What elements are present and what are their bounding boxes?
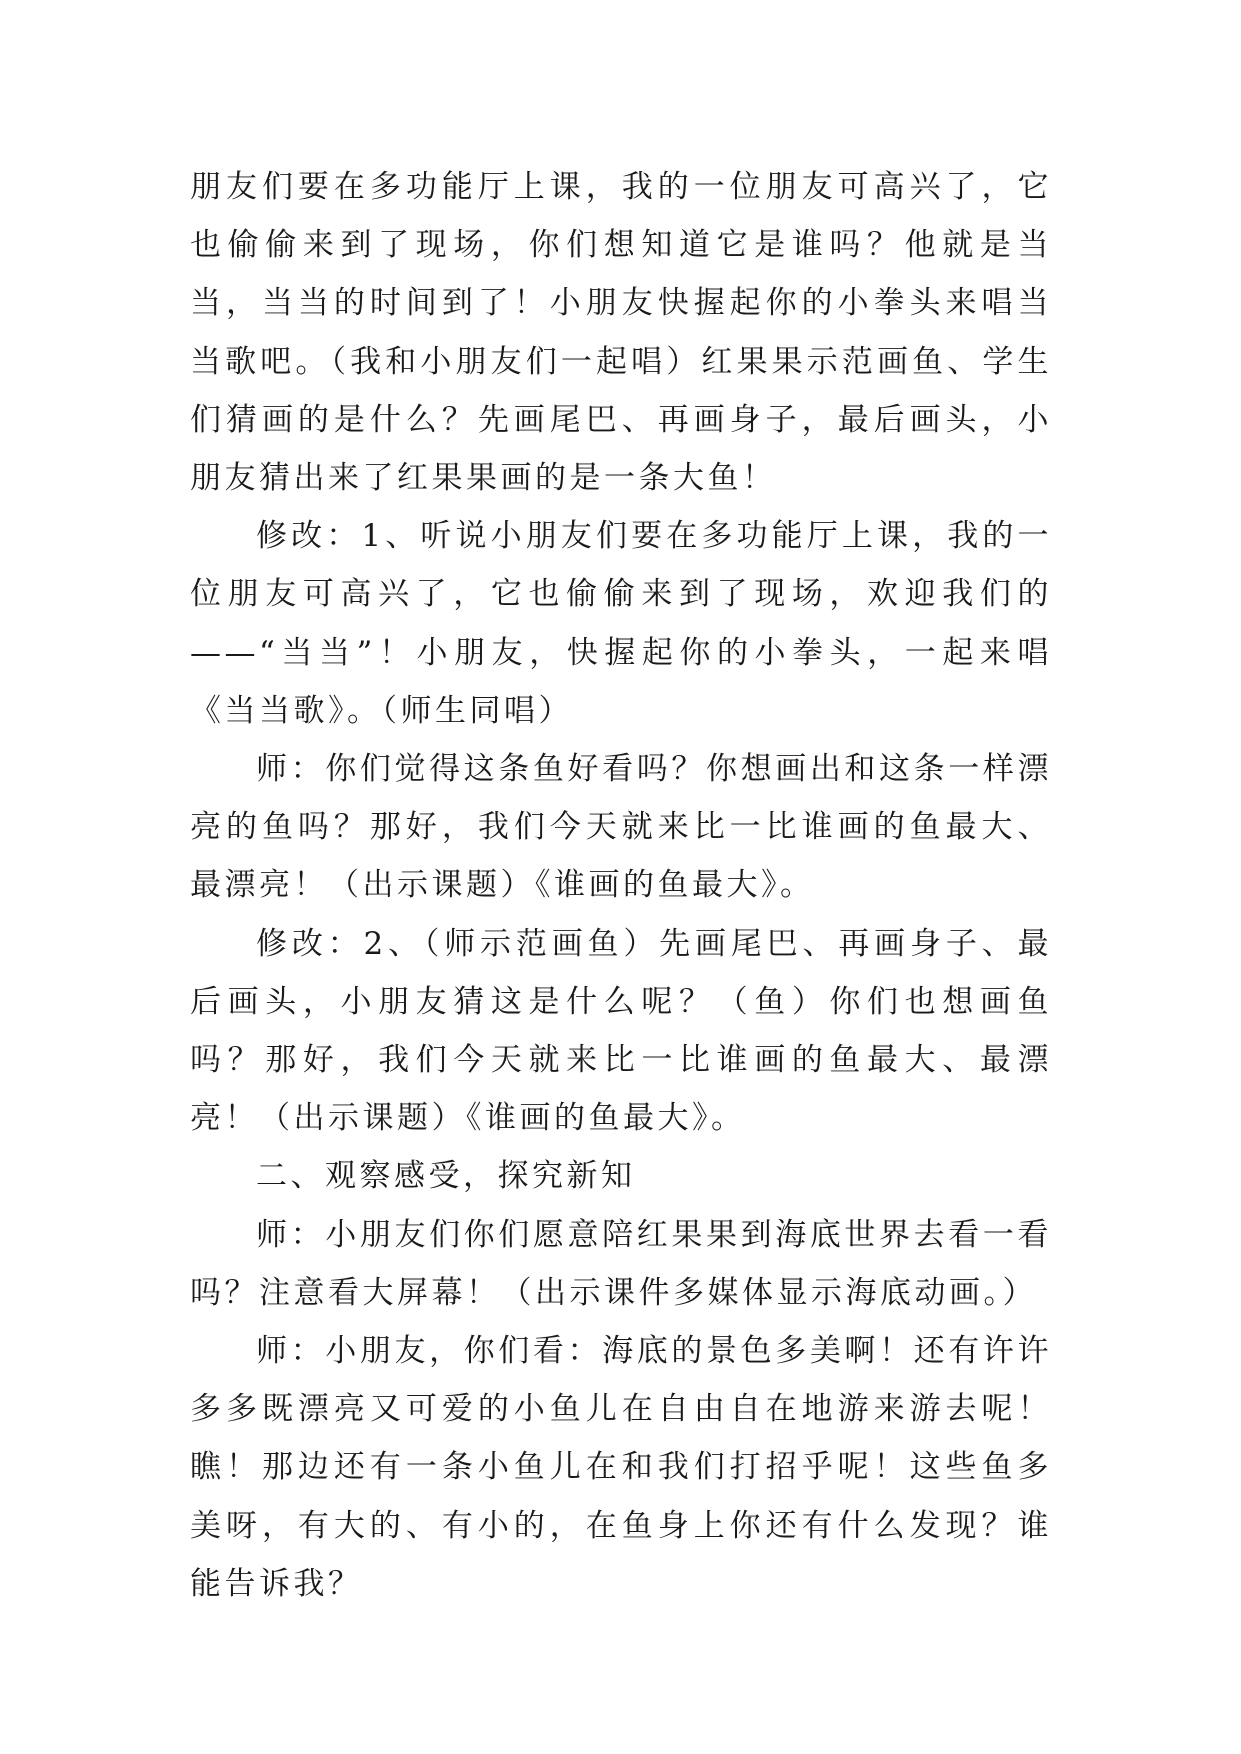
paragraph-teacher-observe: 师：小朋友，你们看：海底的景色多美啊！还有许许多多既漂亮又可爱的小鱼儿在自由自在地游来游去呢！瞧！那边还有一条小鱼儿在和我们打招乎呢！这些鱼多美呀，有大的、有小的，在鱼身上你还有什么发现？谁能告诉我？ [190,1333,1052,1602]
document-body [190,158,1052,1613]
paragraph-revision-2: 修改：2、（师示范画鱼）先画尾巴、再画身子、最后画头，小朋友猜这是什么呢？（鱼）你们也想画鱼吗？那好，我们今天就来比一比谁画的鱼最大、最漂亮！（出示课题）《谁画的鱼最大》。 [190,925,1052,1137]
paragraph-teacher-question: 师：你们觉得这条鱼好看吗？你想画出和这条一样漂亮的鱼吗？那好，我们今天就来比一比谁画的鱼最大、最漂亮！（出示课题）《谁画的鱼最大》。 [190,751,1052,904]
section-heading: 二、观察感受，探究新知 [256,1158,636,1195]
paragraph-revision-1: 修改：1、听说小朋友们要在多功能厅上课，我的一位朋友可高兴了，它也偷偷来到了现场，欢迎我们的——“当当”！小朋友，快握起你的小拳头，一起来唱《当当歌》。（师生同唱） [190,518,1052,729]
paragraph-teacher-invite: 师：小朋友们你们愿意陪红果果到海底世界去看一看吗？注意看大屏幕！（出示课件多媒体显示海底动画。） [190,1216,1052,1311]
paragraph-continuation: 朋友们要在多功能厅上课，我的一位朋友可高兴了，它也偷偷来到了现场，你们想知道它是谁吗？他就是当当，当当的时间到了！小朋友快握起你的小拳头来唱当当歌吧。（我和小朋友们一起唱）红果果示范画鱼、学生们猜画的是什么？先画尾巴、再画身子，最后画头，小朋友猜出来了红果果画的是一条大鱼！ [190,169,1052,497]
